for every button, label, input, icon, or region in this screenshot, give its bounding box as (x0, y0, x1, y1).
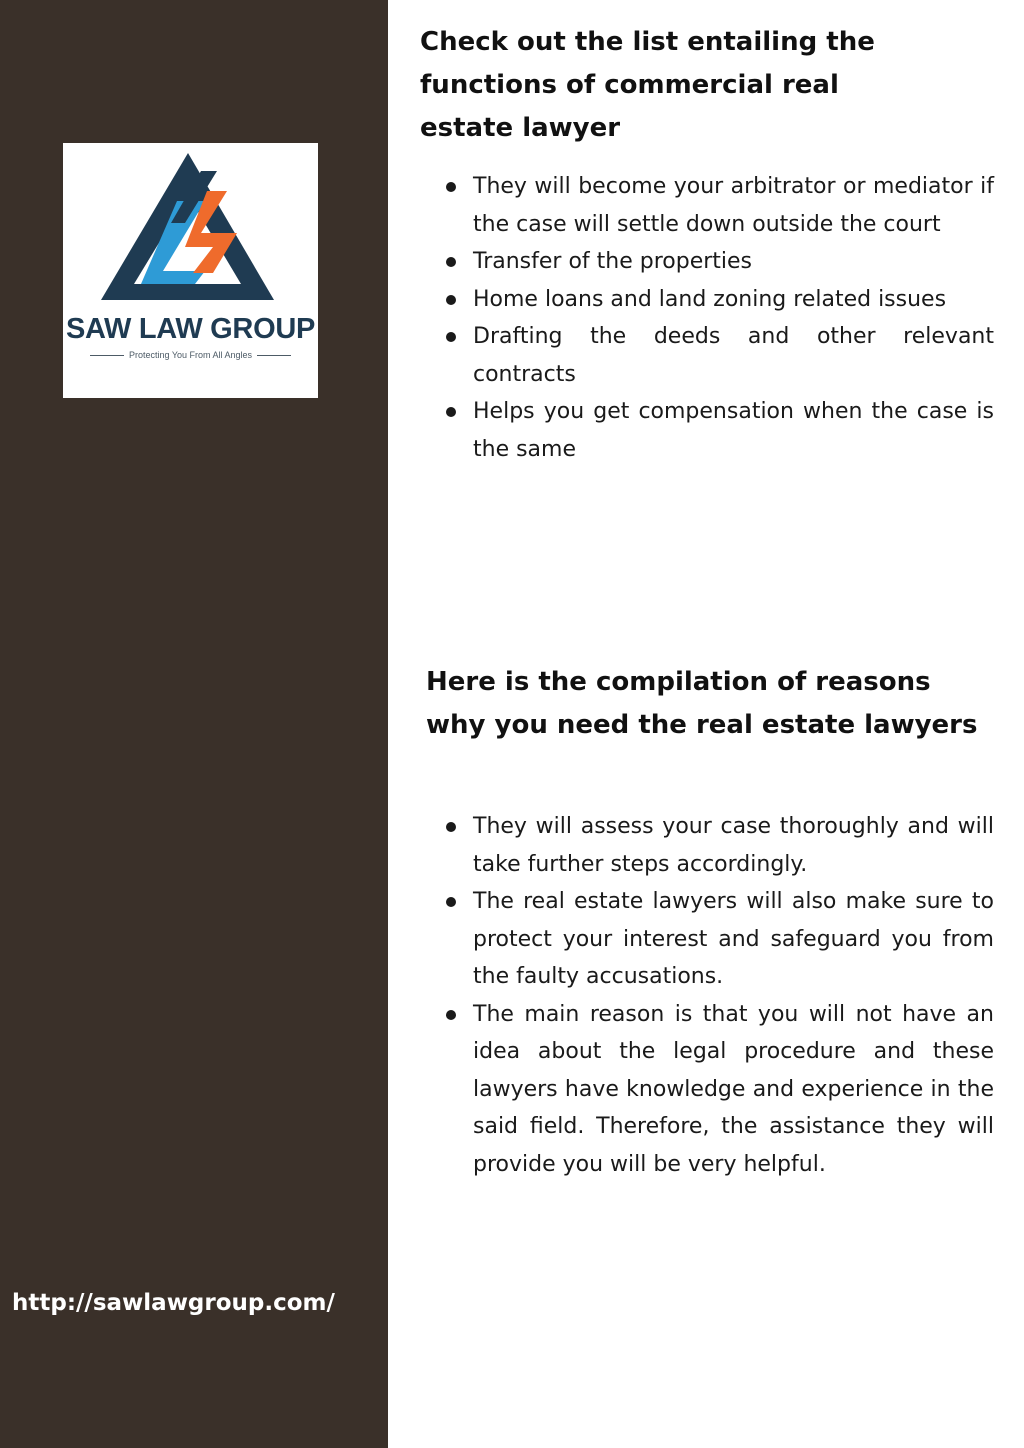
list-item-text: The real estate lawyers will also make sure to protect your interest and safeguard you from the faulty accusations. (473, 889, 994, 989)
triangle-logo-icon (101, 151, 281, 311)
bullet-icon (446, 257, 456, 267)
bullet-icon (446, 295, 456, 305)
logo (63, 143, 318, 398)
list-item-text: Transfer of the properties (473, 249, 753, 274)
list-item (428, 318, 994, 393)
list-item-text: They will assess your case thoroughly and will take further steps accordingly. (473, 814, 994, 877)
list-item (428, 808, 994, 883)
functions-list (428, 168, 994, 468)
list-item (428, 883, 994, 996)
logo-tagline-row (63, 350, 318, 360)
section-2-heading: Here is the compilation of reasons why you need the real estate lawyers (426, 667, 978, 740)
list-item (428, 243, 994, 281)
list-item-text: Drafting the deeds and other relevant contracts (473, 324, 994, 387)
list-item (428, 281, 994, 319)
list-item (428, 996, 994, 1184)
bullet-icon (446, 407, 456, 417)
list-item-text: Home loans and land zoning related issues (473, 286, 947, 312)
section-1-heading: Check out the list entailing the functions of commercial real estate lawyer (420, 27, 875, 143)
list-item-text: The main reason is that you will not have an idea about the legal procedure and these lawyers have knowledge and experience in the said field. Therefore, the assistance they will provide you will be very helpful. (473, 1001, 994, 1177)
sidebar (0, 0, 388, 1448)
logo-name: SAW LAW GROUP (65, 313, 316, 345)
list-item (428, 393, 994, 468)
bullet-icon (446, 182, 456, 192)
bullet-icon (446, 1010, 456, 1020)
bullet-icon (446, 332, 456, 342)
bullet-icon (446, 897, 456, 907)
list-item-text: Helps you get compensation when the case is the same (473, 399, 994, 462)
website-link[interactable]: http://sawlawgroup.com/ (12, 1290, 335, 1316)
divider (257, 355, 291, 356)
reasons-list (428, 808, 994, 1183)
bullet-icon (446, 822, 456, 832)
list-item (428, 168, 994, 243)
list-item-text: They will become your arbitrator or mediator if the case will settle down outside the court (473, 174, 994, 237)
divider (90, 355, 124, 356)
logo-tagline: Protecting You From All Angles (128, 350, 253, 360)
